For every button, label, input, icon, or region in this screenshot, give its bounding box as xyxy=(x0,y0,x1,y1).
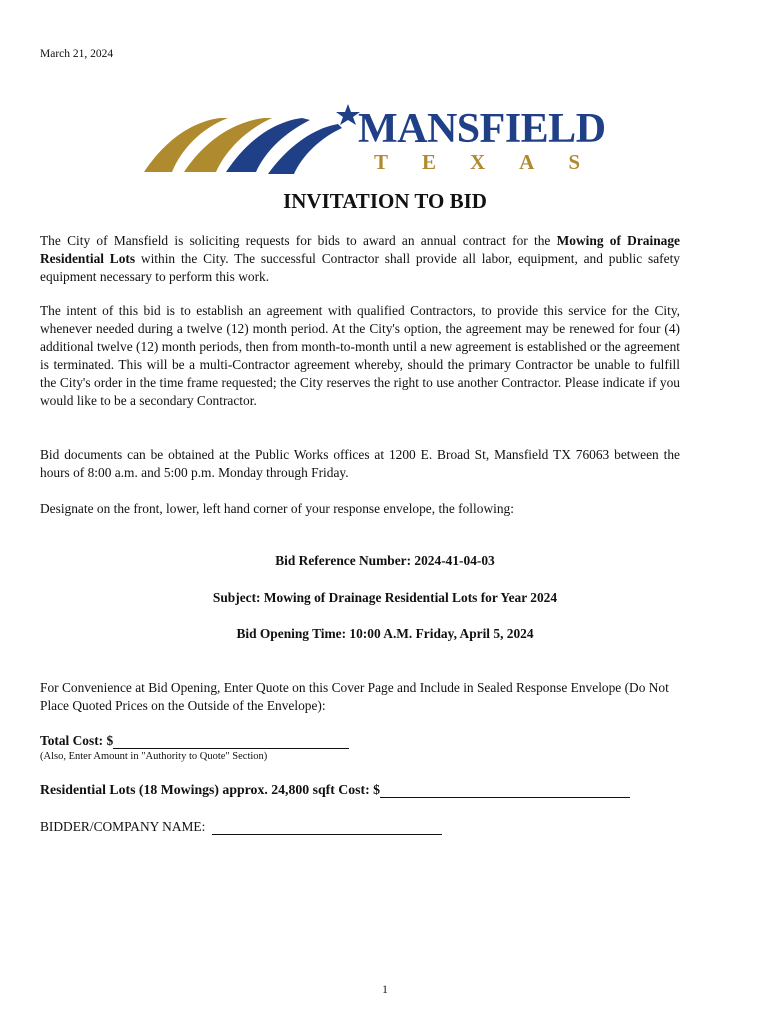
convenience-paragraph: For Convenience at Bid Opening, Enter Quote on this Cover Page and Include in Sealed Response Envelope (Do Not Place Quoted Prices on the Outside of the Envelope): xyxy=(40,680,669,713)
document-title: INVITATION TO BID xyxy=(283,189,487,213)
bidder-row xyxy=(40,819,442,835)
lots-cost-field[interactable] xyxy=(380,783,630,798)
bid-reference-number: Bid Reference Number: 2024-41-04-03 xyxy=(275,553,495,568)
total-cost-row xyxy=(40,733,349,749)
intro-text-end: within the City. The successful Contractor shall provide all labor, equipment, and public safety equipment necessary to perform this work. xyxy=(40,251,681,284)
total-cost-field[interactable] xyxy=(113,734,349,749)
documents-paragraph: Bid documents can be obtained at the Public Works offices at 1200 E. Broad St, Mansfield TX 76063 between the hours of 8:00 a.m. and 5:00 p.m. Monday through Friday. xyxy=(40,447,680,480)
designate-paragraph: Designate on the front, lower, left hand corner of your response envelope, the following: xyxy=(40,501,514,516)
total-cost-note: (Also, Enter Amount in "Authority to Quote" Section) xyxy=(40,751,268,762)
bidder-label: BIDDER/COMPANY NAME: xyxy=(40,819,206,834)
intro-text-start: The City of Mansfield is soliciting requests for bids to award an annual contract for the xyxy=(40,233,557,248)
bidder-name-field[interactable] xyxy=(212,820,442,835)
mansfield-logo xyxy=(142,102,615,180)
lots-cost-row xyxy=(40,782,630,798)
logo-subtitle: TEXAS xyxy=(374,150,615,174)
total-cost-label: Total Cost: $ xyxy=(40,733,114,748)
bid-subject: Subject: Mowing of Drainage Residential Lots for Year 2024 xyxy=(212,590,558,605)
intro-text-bold: Mowing of Drainage Residential Lots xyxy=(40,233,680,266)
intent-paragraph: The intent of this bid is to establish an agreement with qualified Contractors, to provide this service for the City, whenever needed during a twelve (12) month period. At the City's option, the agreement may be renewed for four (4) additional twelve (12) month periods, then from month-to-month until a new agreement is established or the agreement is terminated. This will be a multi-Contractor agreement whereby, should the primary Contractor be unable to fulfill the City's order in the time frame requested; the City reserves the right to use another Contractor. Please indicate if you would like to be a secondary Contractor. xyxy=(40,303,680,408)
bid-opening-time: Bid Opening Time: 10:00 A.M. Friday, April 5, 2024 xyxy=(236,626,534,641)
logo-wordmark: MANSFIELD xyxy=(358,106,606,152)
page-number: 1 xyxy=(382,984,388,996)
document-date: March 21, 2024 xyxy=(40,48,114,60)
lots-cost-label: Residential Lots (18 Mowings) approx. 24,800 sqft Cost: $ xyxy=(40,782,381,797)
intro-paragraph xyxy=(40,232,680,286)
